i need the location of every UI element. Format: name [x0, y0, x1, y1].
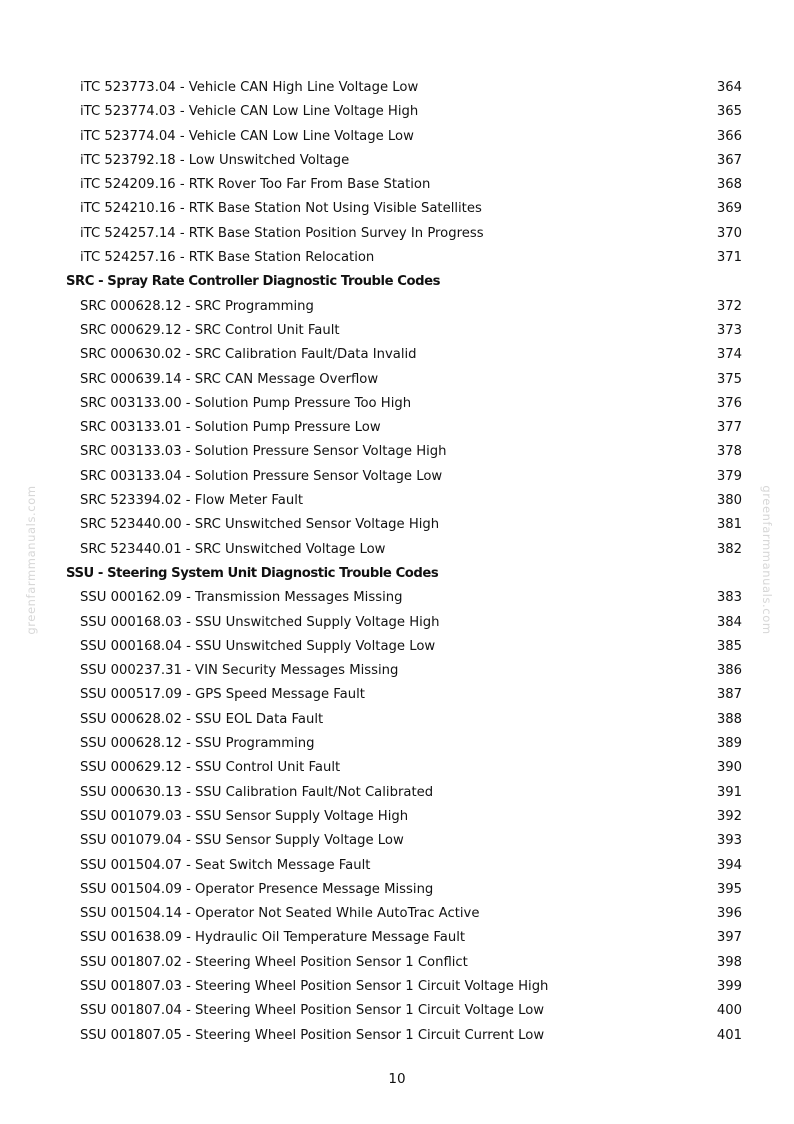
toc-entry[interactable]: [0, 149, 794, 173]
section-title: SRC - Spray Rate Controller Diagnostic Trouble Codes: [66, 274, 440, 290]
toc-entry[interactable]: [0, 368, 794, 392]
toc-entry[interactable]: [0, 465, 794, 489]
toc-entry[interactable]: [0, 1024, 794, 1048]
entry-title: SSU 001504.14 - Operator Not Seated While AutoTrac Active: [80, 906, 480, 922]
toc-entry[interactable]: [0, 902, 794, 926]
entry-title: SSU 001807.03 - Steering Wheel Position Sensor 1 Circuit Voltage High: [80, 978, 549, 994]
toc-entry[interactable]: [0, 635, 794, 659]
toc-section-heading: [0, 270, 794, 294]
entry-title: SRC 000628.12 - SRC Programming: [80, 298, 314, 314]
entry-title: iTC 523774.04 - Vehicle CAN Low Line Voltage Low: [80, 128, 414, 144]
toc-entry[interactable]: [0, 100, 794, 124]
toc-entry[interactable]: [0, 513, 794, 537]
entry-page-number: 392: [716, 808, 742, 824]
table-of-contents: [0, 76, 794, 1048]
entry-page-number: 395: [716, 881, 742, 897]
toc-entry[interactable]: [0, 586, 794, 610]
toc-entry[interactable]: [0, 708, 794, 732]
entry-page-number: 373: [716, 322, 742, 338]
entry-title: iTC 524257.14 - RTK Base Station Position Survey In Progress: [80, 225, 484, 241]
entry-title: SRC 523440.00 - SRC Unswitched Sensor Voltage High: [80, 517, 440, 533]
entry-page-number: 364: [716, 80, 742, 95]
toc-entry[interactable]: [0, 489, 794, 513]
watermark-left: greenfarmmanuals.com: [24, 485, 38, 635]
entry-title: SRC 003133.01 - Solution Pump Pressure Low: [80, 420, 381, 436]
toc-entry[interactable]: [0, 246, 794, 270]
entry-title: SRC 523394.02 - Flow Meter Fault: [80, 493, 304, 509]
watermark-right: greenfarmmanuals.com: [760, 485, 774, 635]
entry-title: SRC 523440.01 - SRC Unswitched Voltage Low: [80, 541, 386, 557]
entry-title: SSU 000168.04 - SSU Unswitched Supply Voltage Low: [80, 638, 436, 654]
entry-title: iTC 523773.04 - Vehicle CAN High Line Voltage Low: [80, 80, 419, 95]
entry-title: SSU 001079.04 - SSU Sensor Supply Voltage Low: [80, 833, 404, 849]
entry-page-number: 378: [716, 444, 742, 460]
toc-entry[interactable]: [0, 854, 794, 878]
entry-title: SSU 001504.07 - Seat Switch Message Fault: [80, 857, 371, 873]
entry-page-number: 398: [716, 954, 742, 970]
entry-page-number: 369: [716, 201, 742, 217]
entry-page-number: 389: [716, 736, 742, 752]
toc-section-heading: [0, 562, 794, 586]
toc-entry[interactable]: [0, 611, 794, 635]
entry-page-number: 372: [716, 298, 742, 314]
entry-title: SSU 001638.09 - Hydraulic Oil Temperature Message Fault: [80, 930, 466, 946]
entry-page-number: 385: [716, 638, 742, 654]
entry-page-number: 382: [716, 541, 742, 557]
entry-page-number: 391: [716, 784, 742, 800]
entry-page-number: 386: [716, 663, 742, 679]
entry-title: SSU 000517.09 - GPS Speed Message Fault: [80, 687, 365, 703]
toc-entry[interactable]: [0, 829, 794, 853]
entry-page-number: 377: [716, 420, 742, 436]
toc-entry[interactable]: [0, 222, 794, 246]
entry-page-number: 383: [716, 590, 742, 606]
entry-title: SSU 001807.04 - Steering Wheel Position Sensor 1 Circuit Voltage Low: [80, 1003, 545, 1019]
entry-page-number: 401: [716, 1027, 742, 1043]
entry-page-number: 371: [716, 250, 742, 266]
entry-title: SRC 003133.04 - Solution Pressure Sensor Voltage Low: [80, 468, 443, 484]
toc-entry[interactable]: [0, 659, 794, 683]
entry-page-number: 399: [716, 978, 742, 994]
entry-page-number: 380: [716, 493, 742, 509]
entry-page-number: 381: [716, 517, 742, 533]
entry-title: SSU 000237.31 - VIN Security Messages Missing: [80, 663, 399, 679]
toc-entry[interactable]: [0, 343, 794, 367]
entry-title: SSU 000628.12 - SSU Programming: [80, 736, 315, 752]
toc-entry[interactable]: [0, 392, 794, 416]
toc-entry[interactable]: [0, 975, 794, 999]
entry-page-number: 390: [716, 760, 742, 776]
toc-entry[interactable]: [0, 781, 794, 805]
entry-title: SRC 003133.03 - Solution Pressure Sensor Voltage High: [80, 444, 447, 460]
toc-entry[interactable]: [0, 999, 794, 1023]
entry-page-number: 370: [716, 225, 742, 241]
entry-page-number: 393: [716, 833, 742, 849]
section-title: SSU - Steering System Unit Diagnostic Trouble Codes: [66, 565, 439, 581]
entry-title: iTC 523774.03 - Vehicle CAN Low Line Voltage High: [80, 104, 419, 120]
entry-title: iTC 523792.18 - Low Unswitched Voltage: [80, 152, 350, 168]
toc-entry[interactable]: [0, 951, 794, 975]
entry-title: SSU 000162.09 - Transmission Messages Missing: [80, 590, 403, 606]
toc-entry[interactable]: [0, 732, 794, 756]
entry-page-number: 388: [716, 711, 742, 727]
entry-title: iTC 524209.16 - RTK Rover Too Far From Base Station: [80, 177, 431, 193]
page-number: 10: [388, 1071, 406, 1087]
entry-title: iTC 524257.16 - RTK Base Station Relocation: [80, 250, 375, 266]
toc-entry[interactable]: [0, 125, 794, 149]
toc-entry[interactable]: [0, 416, 794, 440]
toc-entry[interactable]: [0, 319, 794, 343]
toc-entry[interactable]: [0, 878, 794, 902]
toc-entry[interactable]: [0, 805, 794, 829]
entry-page-number: 396: [716, 906, 742, 922]
entry-page-number: 368: [716, 177, 742, 193]
entry-page-number: 384: [716, 614, 742, 630]
entry-title: SRC 000639.14 - SRC CAN Message Overflow: [80, 371, 379, 387]
toc-entry[interactable]: [0, 76, 794, 100]
toc-entry[interactable]: [0, 926, 794, 950]
entry-title: iTC 524210.16 - RTK Base Station Not Using Visible Satellites: [80, 201, 482, 217]
entry-page-number: 365: [716, 104, 742, 120]
toc-entry[interactable]: [0, 197, 794, 221]
toc-entry[interactable]: [0, 295, 794, 319]
entry-title: SSU 001807.05 - Steering Wheel Position Sensor 1 Circuit Current Low: [80, 1027, 545, 1043]
entry-title: SSU 001807.02 - Steering Wheel Position Sensor 1 Conflict: [80, 954, 468, 970]
entry-page-number: 400: [716, 1003, 742, 1019]
toc-entry[interactable]: [0, 538, 794, 562]
entry-title: SRC 000629.12 - SRC Control Unit Fault: [80, 322, 340, 338]
entry-title: SSU 000629.12 - SSU Control Unit Fault: [80, 760, 341, 776]
entry-title: SRC 000630.02 - SRC Calibration Fault/Data Invalid: [80, 347, 417, 363]
entry-title: SSU 001079.03 - SSU Sensor Supply Voltage High: [80, 808, 409, 824]
entry-page-number: 387: [716, 687, 742, 703]
entry-title: SSU 000628.02 - SSU EOL Data Fault: [80, 711, 324, 727]
entry-page-number: 376: [716, 395, 742, 411]
toc-entry[interactable]: [0, 756, 794, 780]
entry-title: SSU 000168.03 - SSU Unswitched Supply Voltage High: [80, 614, 440, 630]
toc-entry[interactable]: [0, 173, 794, 197]
entry-page-number: 375: [716, 371, 742, 387]
entry-page-number: 397: [716, 930, 742, 946]
entry-page-number: 367: [716, 152, 742, 168]
entry-page-number: 366: [716, 128, 742, 144]
entry-title: SSU 000630.13 - SSU Calibration Fault/Not Calibrated: [80, 784, 434, 800]
toc-entry[interactable]: [0, 683, 794, 707]
entry-page-number: 394: [716, 857, 742, 873]
entry-page-number: 379: [716, 468, 742, 484]
entry-page-number: 374: [716, 347, 742, 363]
entry-title: SRC 003133.00 - Solution Pump Pressure Too High: [80, 395, 412, 411]
entry-title: SSU 001504.09 - Operator Presence Message Missing: [80, 881, 434, 897]
toc-entry[interactable]: [0, 440, 794, 464]
